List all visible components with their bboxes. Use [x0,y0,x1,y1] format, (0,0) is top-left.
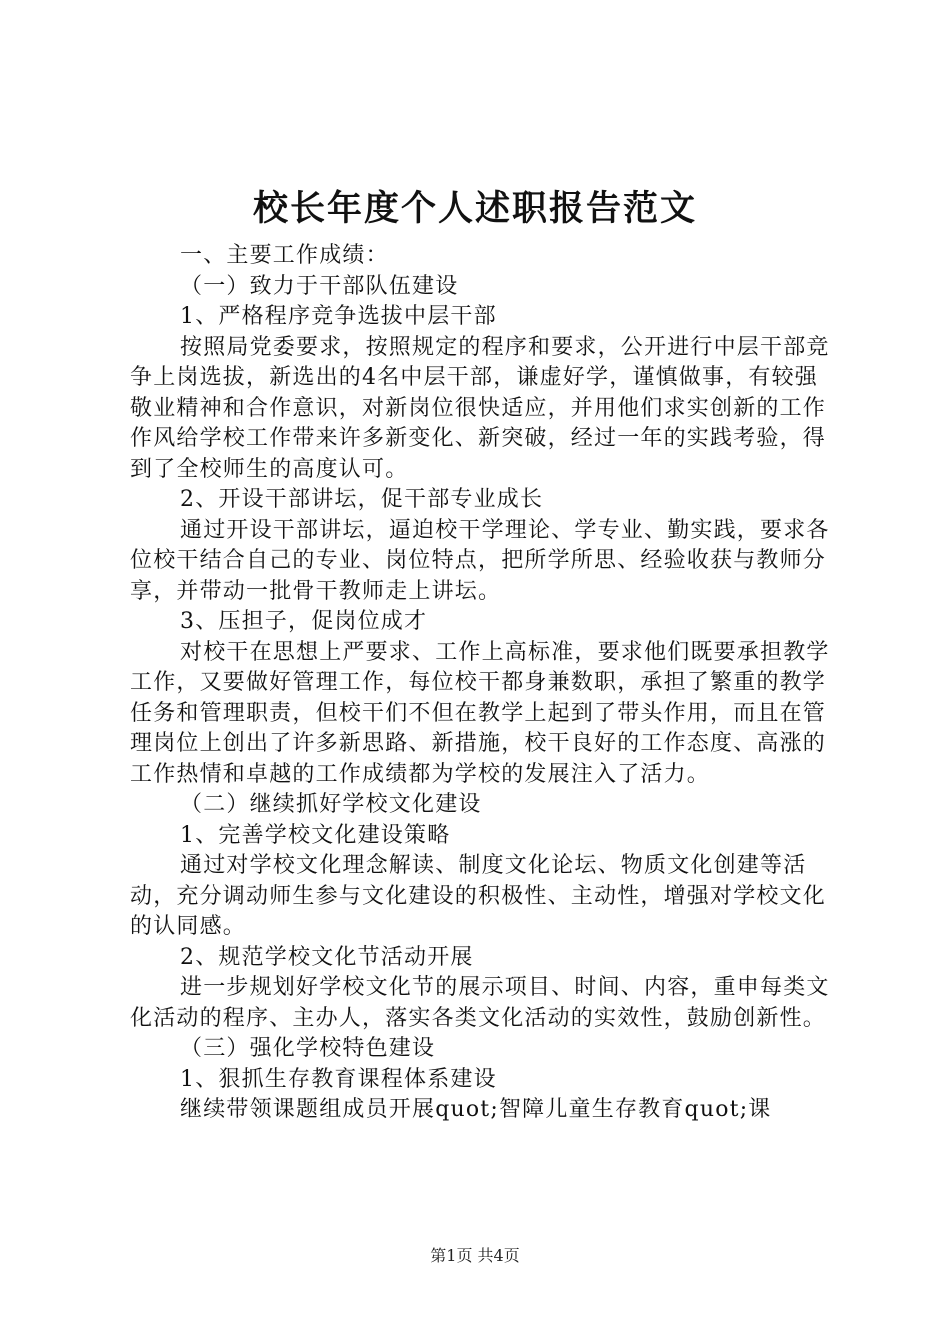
body-paragraph: 按照局党委要求，按照规定的程序和要求，公开进行中层干部竞争上岗选拔，新选出的4名中层干部，谦虚好学，谨慎做事，有较强敬业精神和合作意识，对新岗位很快适应，并用他们求实创新的工作作风给学校工作带来许多新变化、新突破，经过一年的实践考验，得到了全校师生的高度认可。 [130,334,830,482]
body-paragraph: 通过对学校文化理念解读、制度文化论坛、物质文化创建等活动，充分调动师生参与文化建设的积极性、主动性，增强对学校文化的认同感。 [130,853,827,939]
subsection-heading: （一）致力于干部队伍建设 [180,273,459,299]
subsection-heading: （二）继续抓好学校文化建设 [180,792,482,817]
item-heading: 3、压担子，促岗位成才 [180,609,428,634]
body-paragraph: 通过开设干部讲坛，逼迫校干学理论、学专业、勤实践，要求各位校干结合自己的专业、岗位特点，把所学所思、经验收获与教师分享，并带动一批骨干教师走上讲坛。 [130,517,830,604]
item-heading: 1、狠抓生存教育课程体系建设 [180,1066,497,1092]
page-number: 第1页 共4页 [430,1246,520,1265]
document-body [130,241,835,1126]
document-title: 校长年度个人述职报告范文 [252,188,697,229]
body-paragraph: 对校干在思想上严要求、工作上高标准，要求他们既要承担教学工作，又要做好管理工作，每位校干都身兼数职，承担了繁重的教学任务和管理职责，但校干们不但在教学上起到了带头作用，而且在管理岗位上创出了许多新思路、新措施，校干良好的工作态度、高涨的工作热情和卓越的工作成绩都为学校的发展注入了活力。 [130,639,830,787]
section-heading: 一、主要工作成绩： [180,243,389,268]
subsection-heading: （三）强化学校特色建设 [180,1036,436,1061]
item-heading: 1、严格程序竞争选拔中层干部 [180,304,497,329]
body-paragraph: 继续带领课题组成员开展quot;智障儿童生存教育quot;课 [180,1097,772,1122]
item-heading: 2、规范学校文化节活动开展 [180,944,474,970]
body-paragraph: 进一步规划好学校文化节的展示项目、时间、内容，重申每类文化活动的程序、主办人，落实各类文化活动的实效性，鼓励创新性。 [130,975,830,1031]
item-heading: 1、完善学校文化建设策略 [180,822,451,848]
item-heading: 2、开设干部讲坛，促干部专业成长 [180,487,544,512]
